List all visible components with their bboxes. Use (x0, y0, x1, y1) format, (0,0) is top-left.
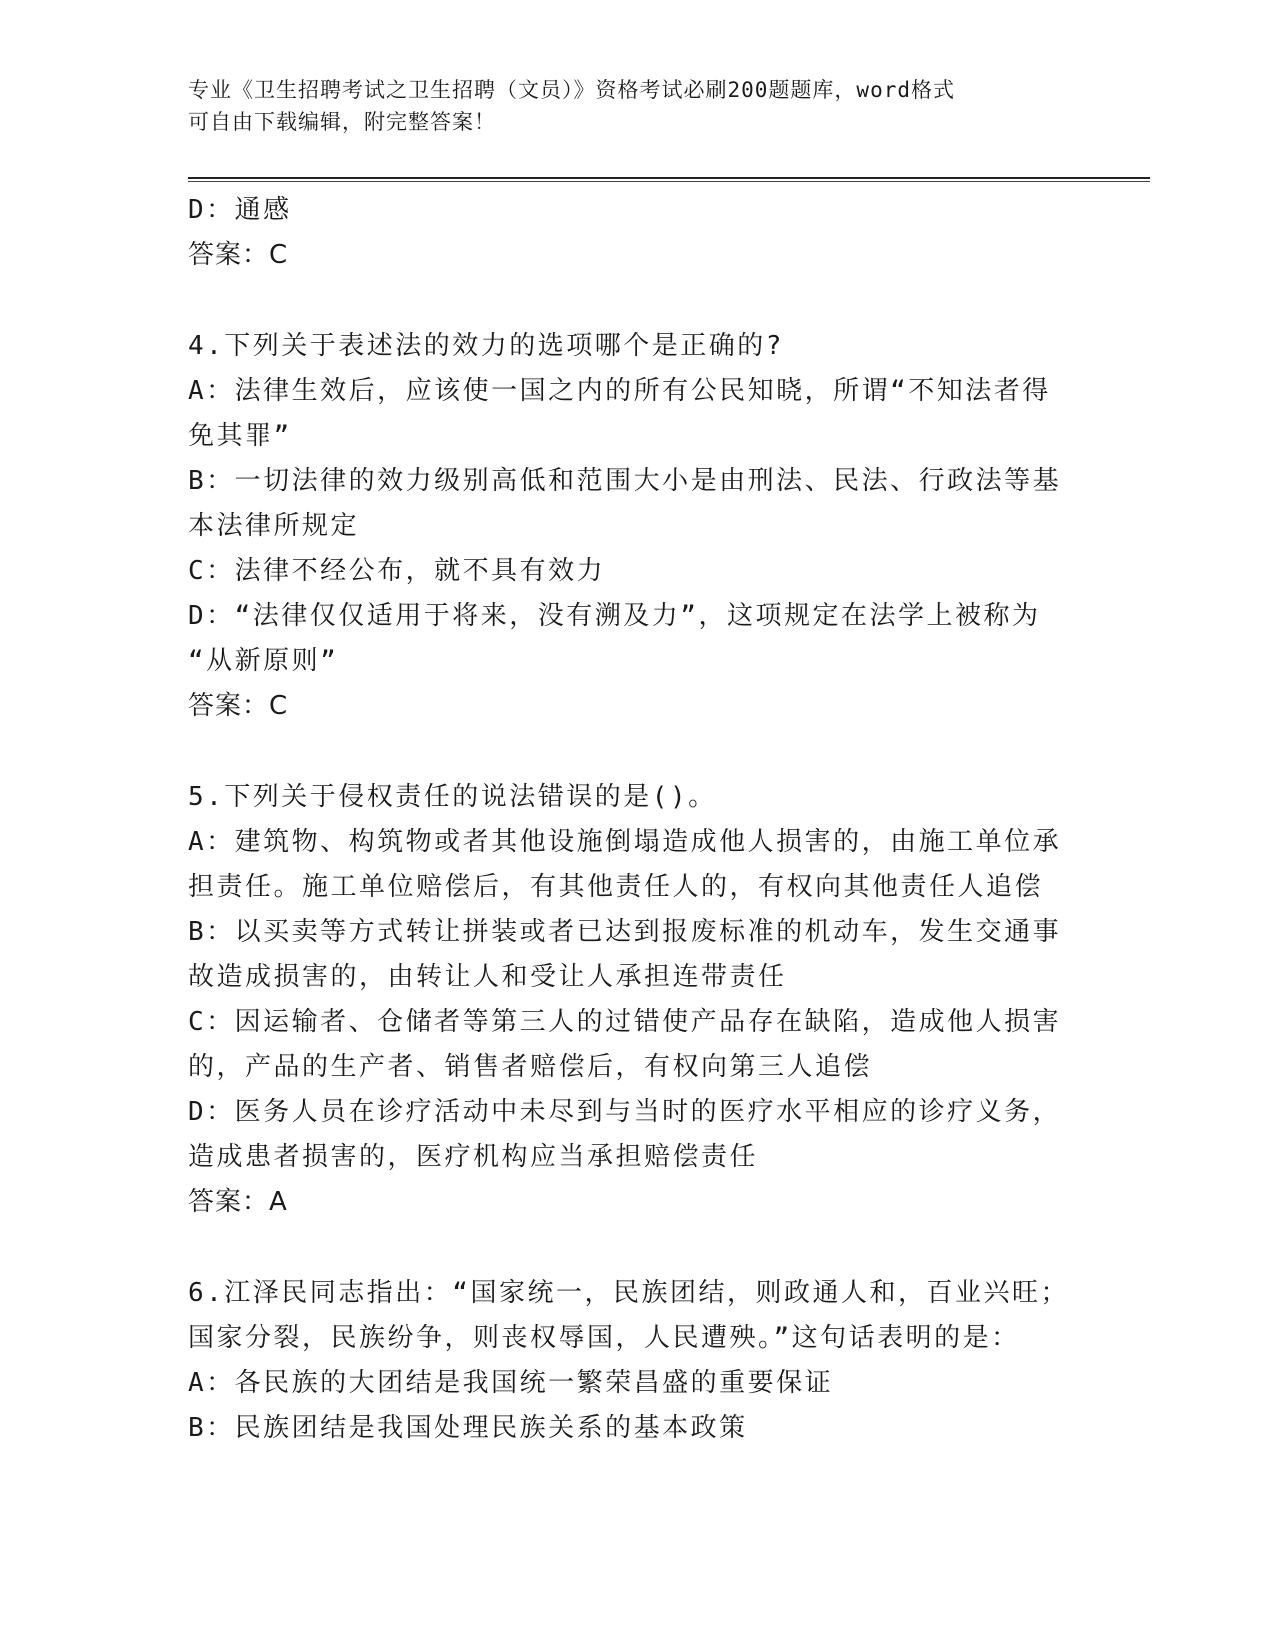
document-body (188, 188, 1088, 1451)
option-d-cont: 造成患者损害的，医疗机构应当承担赔偿责任 (188, 1142, 759, 1172)
option-a-cont: 免其罪” (188, 421, 292, 451)
option-b: B：以买卖等方式转让拼装或者已达到报废标准的机动车，发生交通事 (188, 917, 1062, 947)
document-header (188, 74, 1088, 138)
option-b-cont: 故造成损害的，由转让人和受让人承担连带责任 (188, 962, 787, 992)
answer: 答案：C (188, 691, 289, 721)
prev-answer: 答案：C (188, 240, 289, 270)
option-d-cont: “从新原则” (188, 646, 339, 676)
option-b-cont: 本法律所规定 (188, 511, 360, 541)
header-rule-thin (188, 181, 1150, 182)
header-line-1: 专业《卫生招聘考试之卫生招聘（文员）》资格考试必刷200题题库，word格式 (188, 78, 955, 102)
question-5 (188, 775, 1088, 1225)
answer: 答案：A (188, 1187, 288, 1217)
option-b: B：一切法律的效力级别高低和范围大小是由刑法、民法、行政法等基 (188, 466, 1062, 496)
option-a: A：法律生效后，应该使一国之内的所有公民知晓，所谓“不知法者得 (188, 376, 1051, 406)
spacer (188, 278, 1088, 324)
option-a-cont: 担责任。施工单位赔偿后，有其他责任人的，有权向其他责任人追偿 (188, 872, 1044, 902)
option-c: C：因运输者、仓储者等第三人的过错使产品存在缺陷，造成他人损害 (188, 1007, 1062, 1037)
question-stem: 4.下列关于表述法的效力的选项哪个是正确的? (188, 331, 784, 361)
question-stem: 6.江泽民同志指出：“国家统一，民族团结，则政通人和，百业兴旺； (188, 1278, 1069, 1308)
header-line-2: 可自由下载编辑，附完整答案！ (188, 110, 496, 134)
option-d: D：医务人员在诊疗活动中未尽到与当时的医疗水平相应的诊疗义务， (188, 1097, 1062, 1127)
question-stem: 5.下列关于侵权责任的说法错误的是()。 (188, 782, 717, 812)
option-b: B：民族团结是我国处理民族关系的基本政策 (188, 1413, 748, 1443)
spacer (188, 729, 1088, 775)
header-rule-thick (188, 177, 1150, 179)
question-stem-cont: 国家分裂，民族纷争，则丧权辱国，人民遭殃。”这句话表明的是： (188, 1323, 1020, 1353)
question-6 (188, 1271, 1088, 1451)
option-a: A：各民族的大团结是我国统一繁荣昌盛的重要保证 (188, 1368, 834, 1398)
prev-option-d: D：通感 (188, 195, 292, 225)
question-4 (188, 324, 1088, 729)
option-c-cont: 的，产品的生产者、销售者赔偿后，有权向第三人追偿 (188, 1052, 873, 1082)
option-a: A：建筑物、构筑物或者其他设施倒塌造成他人损害的，由施工单位承 (188, 827, 1062, 857)
option-d: D：“法律仅仅适用于将来，没有溯及力”，这项规定在法学上被称为 (188, 601, 1041, 631)
spacer (188, 1225, 1088, 1271)
option-c: C：法律不经公布，就不具有效力 (188, 556, 606, 586)
